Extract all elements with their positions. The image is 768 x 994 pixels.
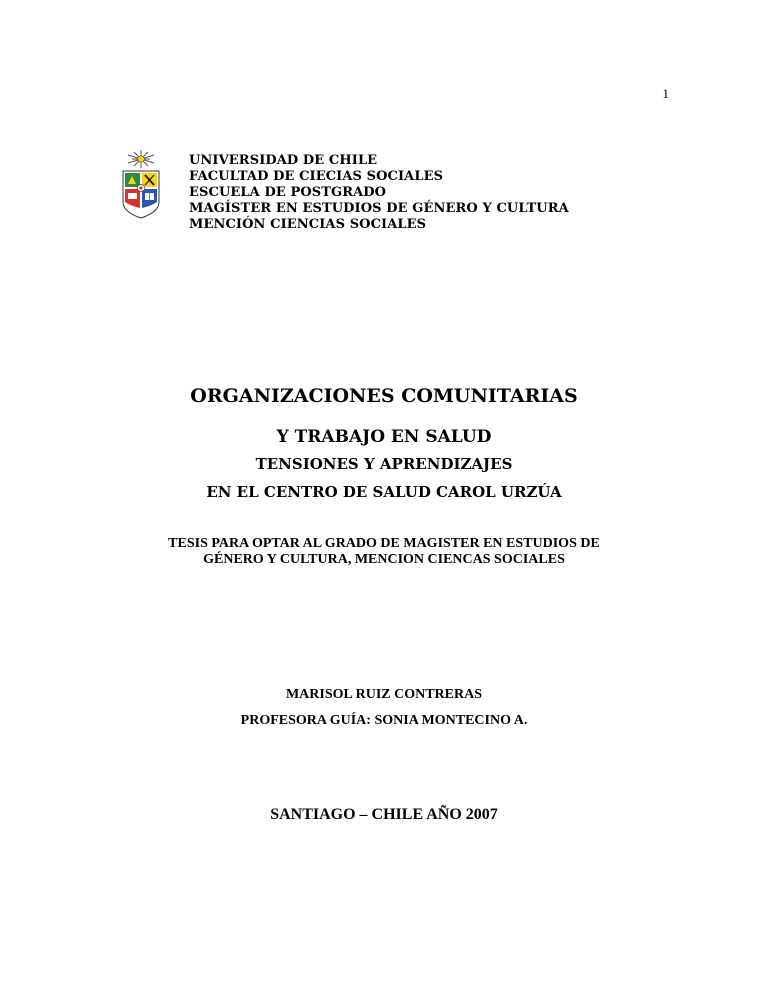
- program-name: MAGÍSTER EN ESTUDIOS DE GÉNERO Y CULTURA: [189, 201, 569, 216]
- institution-header: [189, 153, 569, 233]
- thesis-title-line-1: ORGANIZACIONES COMUNITARIAS: [190, 385, 578, 407]
- school-name: ESCUELA DE POSTGRADO: [189, 185, 387, 200]
- university-name: UNIVERSIDAD DE CHILE: [189, 153, 378, 168]
- faculty-name: FACULTAD DE CIECIAS SOCIALES: [189, 169, 444, 184]
- thesis-title-line-2: Y TRABAJO EN SALUD: [276, 427, 492, 447]
- page-number: 1: [662, 86, 669, 101]
- author-name: MARISOL RUIZ CONTRERAS: [285, 687, 483, 702]
- advisor-name: PROFESORA GUÍA: SONIA MONTECINO A.: [240, 713, 528, 728]
- university-crest-icon: [117, 148, 165, 220]
- program-mention: MENCIÓN CIENCIAS SOCIALES: [189, 217, 427, 232]
- degree-statement-line-1: TESIS PARA OPTAR AL GRADO DE MAGISTER EN ESTUDIOS DE: [168, 536, 600, 551]
- degree-statement-line-2: GÉNERO Y CULTURA, MENCION CIENCAS SOCIALES: [203, 552, 565, 567]
- place-and-year: SANTIAGO – CHILE AÑO 2007: [270, 806, 498, 823]
- thesis-subtitle-line-1: TENSIONES Y APRENDIZAJES: [255, 455, 513, 473]
- thesis-subtitle-line-2: EN EL CENTRO DE SALUD CAROL URZÚA: [206, 483, 562, 501]
